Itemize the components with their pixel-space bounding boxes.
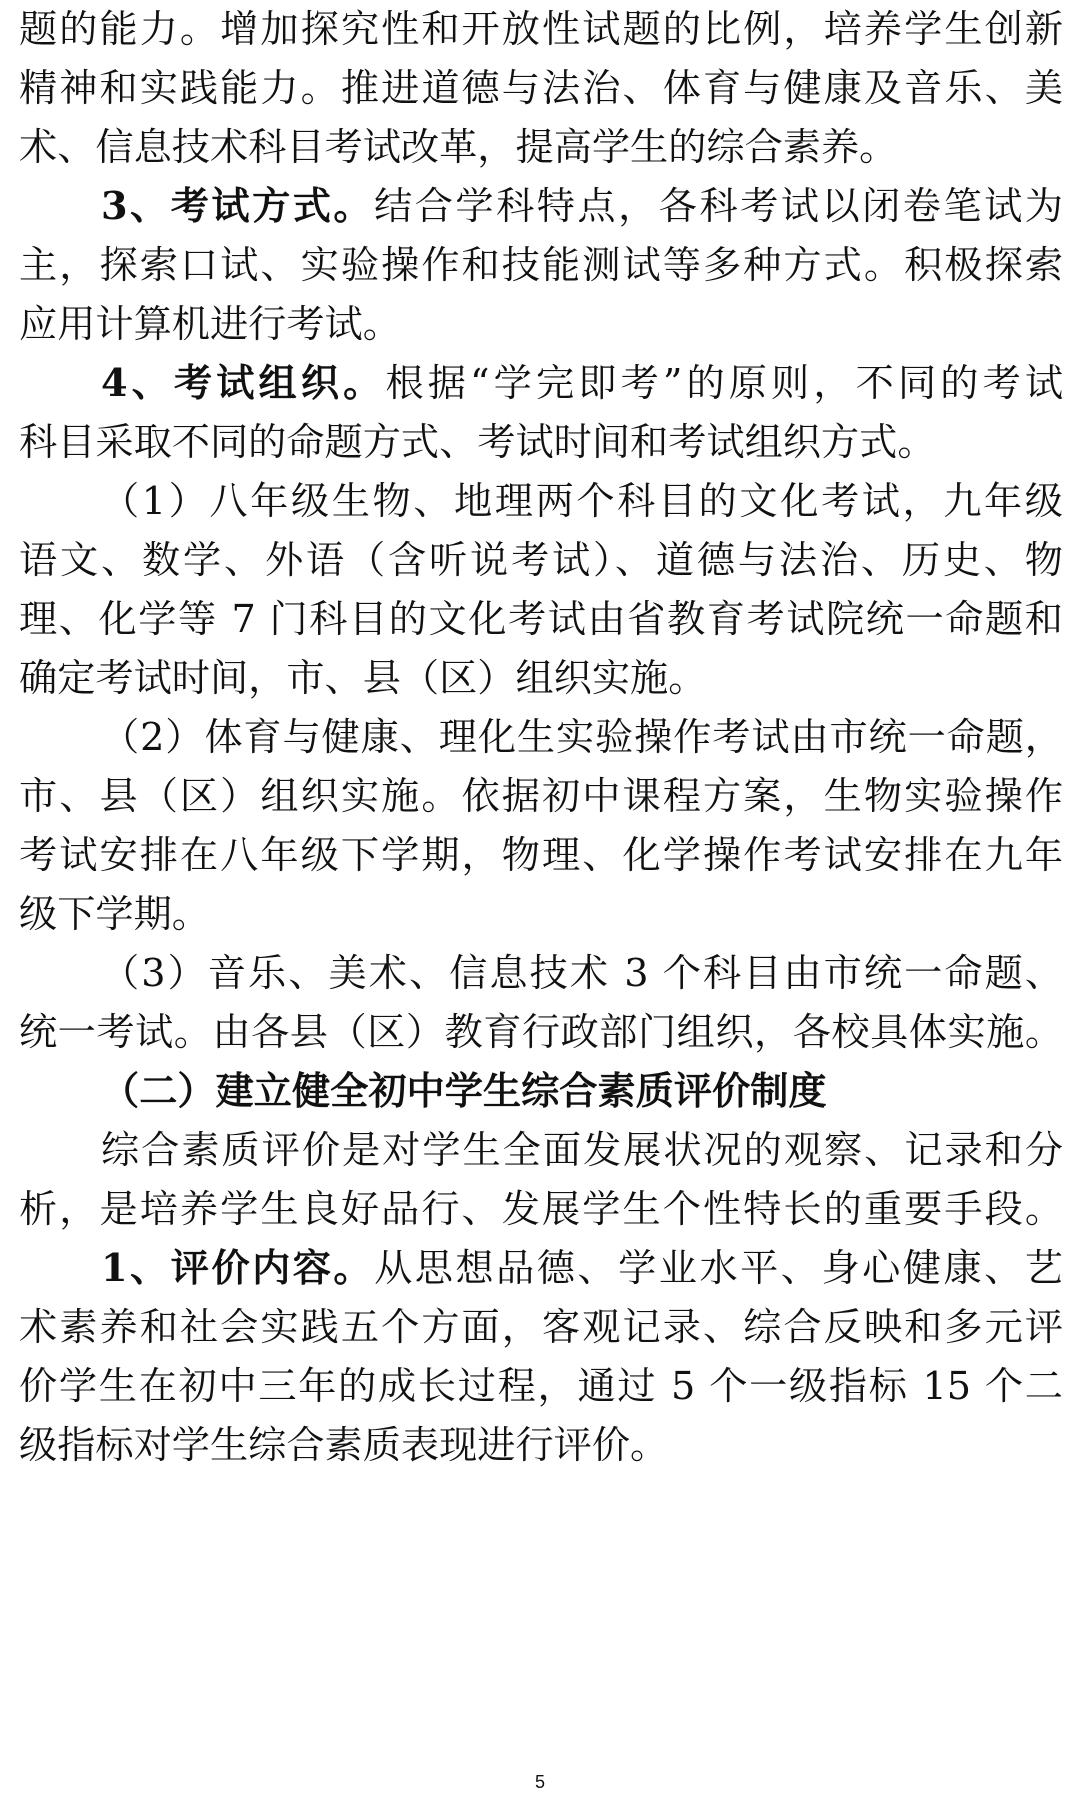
line-text: 应用计算机进行考试。 xyxy=(19,303,401,347)
line-text: 理、化学等 7 门科目的文化考试由省教育考试院统一命题和 xyxy=(19,598,1063,642)
inline-heading: 3、考试方式。 xyxy=(101,184,375,229)
line-text: 级下学期。 xyxy=(19,893,210,937)
paragraph-line xyxy=(19,767,1063,827)
paragraph-line xyxy=(19,1180,1063,1240)
line-text: 精神和实践能力。推进道德与法治、体育与健康及音乐、美 xyxy=(19,67,1063,111)
inline-heading: 1、评价内容。 xyxy=(101,1246,375,1291)
paragraph-line xyxy=(19,118,1063,178)
paragraph-line xyxy=(101,708,1063,768)
line-text: 价学生在初中三年的成长过程，通过 5 个一级指标 15 个二 xyxy=(19,1365,1063,1409)
paragraph-line xyxy=(19,885,1063,945)
line-text: 主，探索口试、实验操作和技能测试等多种方式。积极探索 xyxy=(19,244,1063,288)
line-text: 术素养和社会实践五个方面，客观记录、综合反映和多元评 xyxy=(19,1306,1063,1350)
paragraph-line xyxy=(19,1298,1063,1358)
paragraph-line xyxy=(19,413,1063,473)
line-text: 级指标对学生综合素质表现进行评价。 xyxy=(19,1424,669,1468)
section-heading-text: （二）建立健全初中学生综合素质评价制度 xyxy=(101,1069,827,1114)
line-text: 题的能力。增加探究性和开放性试题的比例，培养学生创新 xyxy=(19,8,1063,52)
line-text: 析，是培养学生良好品行、发展学生个性特长的重要手段。 xyxy=(19,1188,1063,1232)
line-text: （2）体育与健康、理化生实验操作考试由市统一命题， xyxy=(101,716,1063,760)
line-text: 确定考试时间，市、县（区）组织实施。 xyxy=(19,657,707,701)
line-text: 术、信息技术科目考试改革，提高学生的综合素养。 xyxy=(19,126,898,170)
section-heading xyxy=(101,1062,961,1122)
paragraph-line xyxy=(19,590,1063,650)
line-text: 从思想品德、学业水平、身心健康、艺 xyxy=(374,1247,1063,1291)
line-text: （3）音乐、美术、信息技术 3 个科目由市统一命题、 xyxy=(101,952,1063,996)
line-text: （1）八年级生物、地理两个科目的文化考试，九年级 xyxy=(101,480,1063,524)
line-text: 统一考试。由各县（区）教育行政部门组织，各校具体实施。 xyxy=(19,1011,1063,1055)
paragraph-line xyxy=(19,649,1063,709)
paragraph-line xyxy=(19,0,1063,60)
paragraph-line xyxy=(101,177,1063,237)
page-number: 5 xyxy=(534,1772,545,1792)
line-text: 语文、数学、外语（含听说考试）、道德与法治、历史、物 xyxy=(19,539,1063,583)
paragraph-line xyxy=(19,295,1063,355)
paragraph-line xyxy=(19,531,1063,591)
line-text: 科目采取不同的命题方式、考试时间和考试组织方式。 xyxy=(19,421,936,465)
line-text: 结合学科特点，各科考试以闭卷笔试为 xyxy=(374,185,1063,229)
paragraph-line xyxy=(19,59,1063,119)
inline-heading: 4、考试组织。 xyxy=(101,361,386,406)
paragraph-line xyxy=(101,354,1063,414)
paragraph-line xyxy=(19,826,1063,886)
paragraph-line xyxy=(101,472,1063,532)
paragraph-line xyxy=(19,236,1063,296)
paragraph-line xyxy=(19,1357,1063,1417)
line-text: 考试安排在八年级下学期，物理、化学操作考试安排在九年 xyxy=(19,834,1063,878)
line-text: 综合素质评价是对学生全面发展状况的观察、记录和分 xyxy=(101,1129,1063,1173)
line-text: 根据“学完即考”的原则，不同的考试 xyxy=(385,362,1064,406)
paragraph-line xyxy=(19,1003,1063,1063)
paragraph-line xyxy=(101,944,1063,1004)
line-text: 市、县（区）组织实施。依据初中课程方案，生物实验操作 xyxy=(19,775,1063,819)
paragraph-line xyxy=(101,1121,1063,1181)
paragraph-line xyxy=(19,1416,1063,1476)
paragraph-line xyxy=(101,1239,1063,1299)
